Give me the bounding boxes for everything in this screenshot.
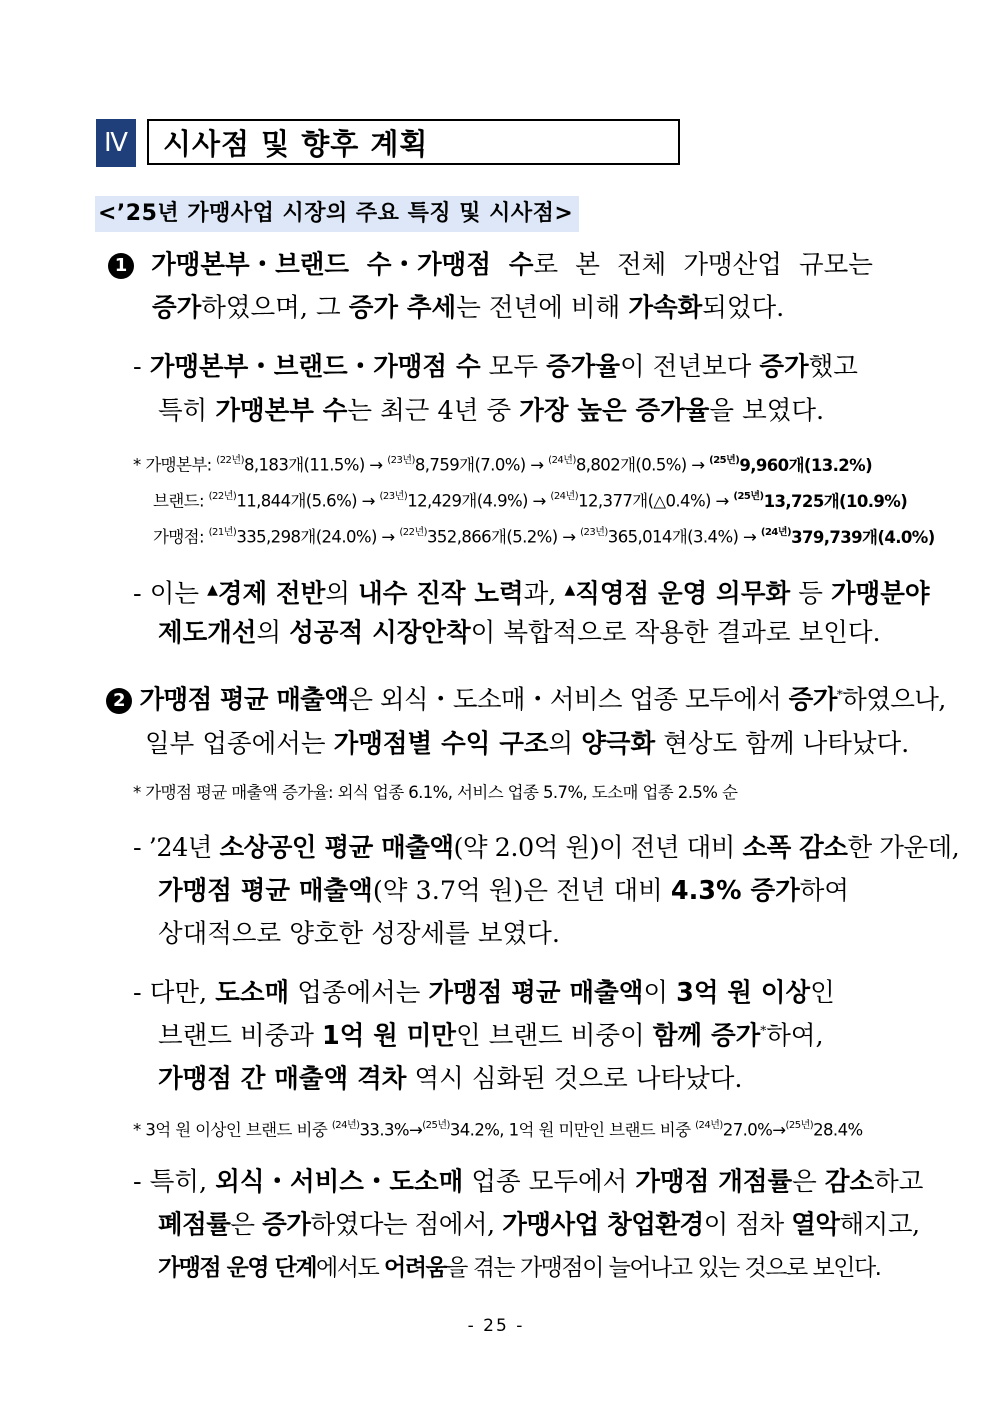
text-bold: 증가 [759, 352, 809, 382]
text-bold: 증가 [788, 685, 837, 715]
point1-dash1-line2 [158, 396, 824, 426]
text: 인 브랜드 비중이 [456, 1021, 653, 1051]
note-year: (25년) [733, 491, 764, 502]
text-bold: 성공적 시장안착 [289, 618, 471, 648]
text-bold: 도소매 [215, 978, 290, 1008]
text-bold: 가맹본부・브랜드 수・가맹점 수 [151, 250, 534, 280]
footnote-mark: * [760, 1023, 767, 1038]
point2-dash1-line1 [133, 833, 959, 863]
note-year: (21년) [208, 527, 237, 538]
text: 는 전년에 비해 [456, 293, 629, 323]
text: 했고 [808, 352, 858, 382]
text-bold: 직영점 운영 의무화 [575, 579, 791, 609]
text-bold: 제도개선 [158, 618, 257, 648]
text: 일부 업종에서는 [145, 729, 334, 759]
note-label: 가맹점: [153, 527, 204, 547]
text: 이는 [149, 579, 208, 609]
text: 인 [810, 978, 835, 1008]
note-year: (25년) [785, 1120, 814, 1131]
point2-dash2-line3 [158, 1064, 742, 1094]
note-star: * [133, 455, 141, 475]
text: 하였으며, 그 [201, 293, 349, 323]
note-year: (24년) [331, 1120, 360, 1131]
text-bold: 가맹본부・브랜드・가맹점 수 [149, 352, 481, 382]
dash-marker: - [133, 579, 142, 609]
point2-dash3-line1 [133, 1167, 923, 1197]
text: 하고 [874, 1167, 924, 1197]
note-year: (24년) [760, 527, 792, 538]
point2-dash1-line3 [158, 919, 560, 949]
dash-marker: - [133, 978, 142, 1008]
note-value: 12,377개(△0.4%) → [578, 491, 729, 511]
text-bold: 가맹사업 창업환경 [502, 1210, 704, 1240]
point2-dash2-line2 [158, 1021, 824, 1051]
note-year: (24년) [548, 455, 576, 466]
text-bold: 1억 원 미만 [322, 1021, 457, 1051]
text: 현상도 함께 나타났다. [655, 729, 910, 759]
note-year: (25년) [709, 455, 740, 466]
note-value: 8,183개(11.5%) → [243, 455, 383, 475]
text: 특히 [158, 396, 216, 426]
text: 의 [548, 729, 582, 759]
text-bold: 가맹점 평균 매출액 [428, 978, 644, 1008]
point1-note-headquarters [133, 451, 872, 477]
text-bold: 증가율 [546, 352, 620, 382]
text: (약 3.7억 원)은 전년 대비 [372, 876, 671, 906]
note-year: (22년) [216, 455, 244, 466]
point2-line2 [145, 729, 909, 759]
note-year: (23년) [387, 455, 415, 466]
dash-marker: - [133, 833, 142, 863]
point1-dash1-line1 [133, 352, 858, 382]
text-bold: 증가 [262, 1210, 311, 1240]
section-number-badge: Ⅳ [96, 119, 136, 167]
note-value: 365,014개(3.4%) → [607, 527, 757, 547]
point1-dash2-line1 [133, 575, 930, 609]
triangle-icon: ▲ [564, 582, 576, 598]
note-value: 27.0%→ [722, 1120, 786, 1140]
point2-note-growth: * 가맹점 평균 매출액 증가율: 외식 업종 6.1%, 서비스 업종 5.7%, 도소매 업종 2.5% 순 [133, 783, 738, 802]
text: 이 [643, 978, 677, 1008]
point2-dash3-line3 [158, 1253, 881, 1283]
note-value: 33.3%→ [359, 1120, 423, 1140]
note-year: (22년) [208, 491, 237, 502]
text-bold: 가맹점 개점률 [635, 1167, 793, 1197]
note-value: 352,866개(5.2%) → [427, 527, 576, 547]
text-bold: 가맹점 평균 매출액 [139, 685, 349, 715]
text: 업종에서는 [289, 978, 429, 1008]
point1-dash2-line2 [158, 618, 881, 648]
text-bold: 내수 진작 노력 [358, 579, 524, 609]
note-value: 34.2%, 1억 원 미만인 브랜드 비중 [449, 1120, 691, 1140]
subheading: <’25년 가맹사업 시장의 주요 특징 및 시사점> [95, 196, 579, 232]
text-bold: 가장 높은 증가율 [519, 396, 710, 426]
note-label: 브랜드: [153, 491, 204, 511]
point2-dash1-line2 [158, 876, 849, 906]
note-year: (25년) [422, 1120, 450, 1131]
text: 해지고, [839, 1210, 920, 1240]
text: 은 [792, 1167, 825, 1197]
text-bold: 가맹점 평균 매출액 [158, 876, 373, 906]
text: 은 외식・도소매・서비스 업종 모두에서 [348, 685, 789, 715]
text: 하였다는 점에서, [310, 1210, 503, 1240]
point2-dash2-line1 [133, 978, 835, 1008]
note-year: (23년) [580, 527, 608, 538]
note-value: 12,429개(4.9%) → [407, 491, 546, 511]
text: 업종 모두에서 [463, 1167, 636, 1197]
point1-note-stores [153, 523, 935, 549]
text: 을 겪는 가맹점이 늘어나고 있는 것으로 보인다. [446, 1255, 881, 1281]
note-value: 8,759개(7.0%) → [414, 455, 544, 475]
note-value: 28.4% [813, 1120, 863, 1140]
text-bold: 소상공인 평균 매출액 [219, 833, 454, 863]
text: 하여, [766, 1021, 824, 1051]
text-bold: 가맹점별 수익 구조 [333, 729, 549, 759]
point1-marker-icon: 1 [108, 253, 134, 279]
text-bold: 가맹점 운영 단계 [158, 1255, 317, 1281]
dash-marker: - [133, 1167, 142, 1197]
note-year: (23년) [379, 491, 408, 502]
text: ’24년 [148, 833, 220, 863]
text: 상대적으로 양호한 성장세를 보였다. [158, 919, 560, 949]
text: 하였으나, [842, 685, 946, 715]
text-bold: 가맹점 간 매출액 격차 [158, 1064, 407, 1094]
text: (약 2.0억 원)이 전년 대비 [453, 833, 743, 863]
text-bold: 어려움 [384, 1255, 447, 1281]
text: 는 최근 4년 중 [347, 396, 520, 426]
text-bold: 감소 [824, 1167, 875, 1197]
text-bold: 가속화 [628, 293, 703, 323]
text-bold: 증가 [152, 293, 202, 323]
point1-note-brands [153, 487, 907, 513]
text: 특히, [149, 1167, 216, 1197]
text: 이 전년보다 [619, 352, 760, 382]
point2-line1 [106, 685, 946, 715]
page-number: - 25 - [467, 1316, 525, 1336]
text: 되었다. [702, 293, 785, 323]
note-value: 8,802개(0.5%) → [575, 455, 705, 475]
text: 하여 [799, 876, 850, 906]
text: 등 [790, 579, 831, 609]
text: 로 본 전체 가맹산업 규모는 [533, 250, 873, 280]
note-text: 3억 원 이상인 브랜드 비중 [145, 1120, 328, 1140]
note-value: 379,739개(4.0%) [791, 527, 935, 547]
text: 이 복합적으로 작용한 결과로 보인다. [470, 618, 881, 648]
text: 의 [256, 618, 290, 648]
note-value: 11,844개(5.6%) → [236, 491, 375, 511]
note-star: * [133, 1120, 141, 1140]
section-title: 시사점 및 향후 계획 [147, 119, 680, 165]
text: 브랜드 비중과 [158, 1021, 323, 1051]
note-year: (24년) [550, 491, 579, 502]
triangle-icon: ▲ [207, 582, 218, 598]
point2-note-brand-share [133, 1116, 863, 1142]
text: 과, [523, 579, 565, 609]
text-bold: 양극화 [581, 729, 656, 759]
point2-dash3-line2 [158, 1210, 920, 1240]
text-bold: 3억 원 이상 [676, 978, 811, 1008]
text-bold: 4.3% 증가 [670, 876, 800, 906]
note-value: 9,960개(13.2%) [739, 455, 873, 475]
text: 한 가운데, [847, 833, 960, 863]
note-value: 13,725개(10.9%) [763, 491, 908, 511]
text-bold: 가맹본부 수 [215, 396, 348, 426]
point1-line1 [108, 250, 898, 280]
point2-marker-icon: 2 [106, 688, 132, 714]
point1-line2 [152, 293, 784, 323]
footnote-mark: * [836, 687, 843, 702]
text-bold: 함께 증가 [652, 1021, 761, 1051]
note-value: 335,298개(24.0%) → [236, 527, 395, 547]
text-bold: 폐점률 [158, 1210, 231, 1240]
text-bold: 가맹분야 [830, 579, 930, 609]
note-year: (24년) [695, 1120, 723, 1131]
text-bold: 증가 추세 [348, 293, 457, 323]
text: 의 [325, 579, 359, 609]
note-year: (22년) [399, 527, 428, 538]
text: 이 점차 [703, 1210, 792, 1240]
text-bold: 외식・서비스・도소매 [215, 1167, 464, 1197]
text-bold: 열악 [791, 1210, 840, 1240]
text: 은 [230, 1210, 263, 1240]
text-bold: 소폭 감소 [742, 833, 848, 863]
text: 모두 [480, 352, 547, 382]
note-label: 가맹본부: [145, 455, 212, 475]
text-bold: 경제 전반 [217, 579, 326, 609]
text: 을 보였다. [709, 396, 825, 426]
text: 역시 심화된 것으로 나타났다. [406, 1064, 743, 1094]
dash-marker: - [133, 352, 142, 382]
text: 다만, [149, 978, 216, 1008]
text: 에서도 [316, 1255, 385, 1281]
